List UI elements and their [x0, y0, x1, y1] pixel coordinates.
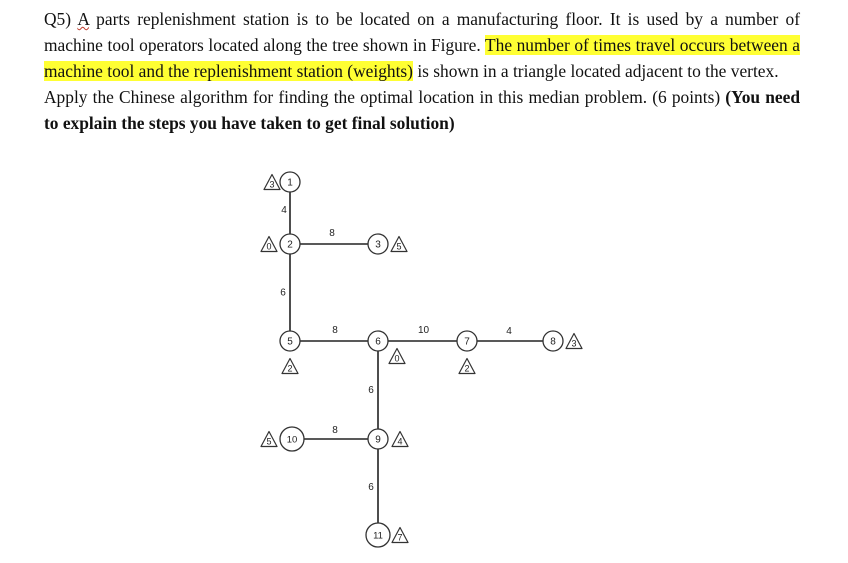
question-part-3: Apply the Chinese algorithm for finding the optimal location in this median problem. (6 points): [44, 87, 726, 107]
weight-9-value: 4: [397, 436, 403, 447]
question-article: A: [77, 9, 89, 29]
edge-length-2-3: 8: [329, 228, 335, 239]
edge-length-7-8: 4: [506, 326, 512, 337]
question-part-1: parts replenishment station is to be located on a manufacturing floor. It is used by a number of machine tool operators located along the tree shown in Figure.: [44, 9, 801, 55]
highlighted-text: The number of times travel occurs between a machine tool and the replenishment station (weights): [44, 35, 801, 81]
edge-length-10-9: 8: [332, 425, 338, 436]
weight-8-value: 3: [571, 338, 577, 349]
question-number: Q5): [44, 9, 72, 29]
edge-length-6-9: 6: [368, 385, 374, 396]
weight-10-value: 5: [266, 436, 272, 447]
node-1-label: 1: [287, 177, 293, 189]
weight-1-value: 3: [269, 179, 275, 190]
node-5-label: 5: [287, 336, 293, 348]
weight-3-value: 5: [396, 241, 402, 252]
question-bold-instruction: (You need to explain the steps you have taken to get final solution): [44, 87, 800, 133]
weight-2-value: 0: [266, 241, 272, 252]
node-8-label: 8: [550, 336, 556, 348]
node-9-label: 9: [375, 434, 381, 446]
node-6-label: 6: [375, 336, 381, 348]
edge-length-2-5: 6: [280, 287, 286, 299]
edge-length-5-6: 8: [332, 325, 338, 336]
node-7-label: 7: [464, 336, 470, 348]
edge-length-6-7: 10: [417, 325, 430, 336]
weight-5-value: 2: [287, 363, 293, 374]
node-11-label: 11: [373, 530, 383, 542]
node-3-label: 3: [375, 239, 381, 251]
weight-7-value: 2: [464, 363, 470, 374]
question-part-2: is shown in a triangle located adjacent to the vertex.: [412, 61, 779, 81]
edge-length-1-2: 4: [281, 205, 287, 216]
weight-6-value: 0: [394, 353, 400, 364]
node-10-label: 10: [286, 434, 298, 446]
edge-length-9-11: 6: [368, 482, 374, 493]
weight-11-value: 7: [397, 532, 403, 543]
node-2-label: 2: [287, 239, 293, 251]
